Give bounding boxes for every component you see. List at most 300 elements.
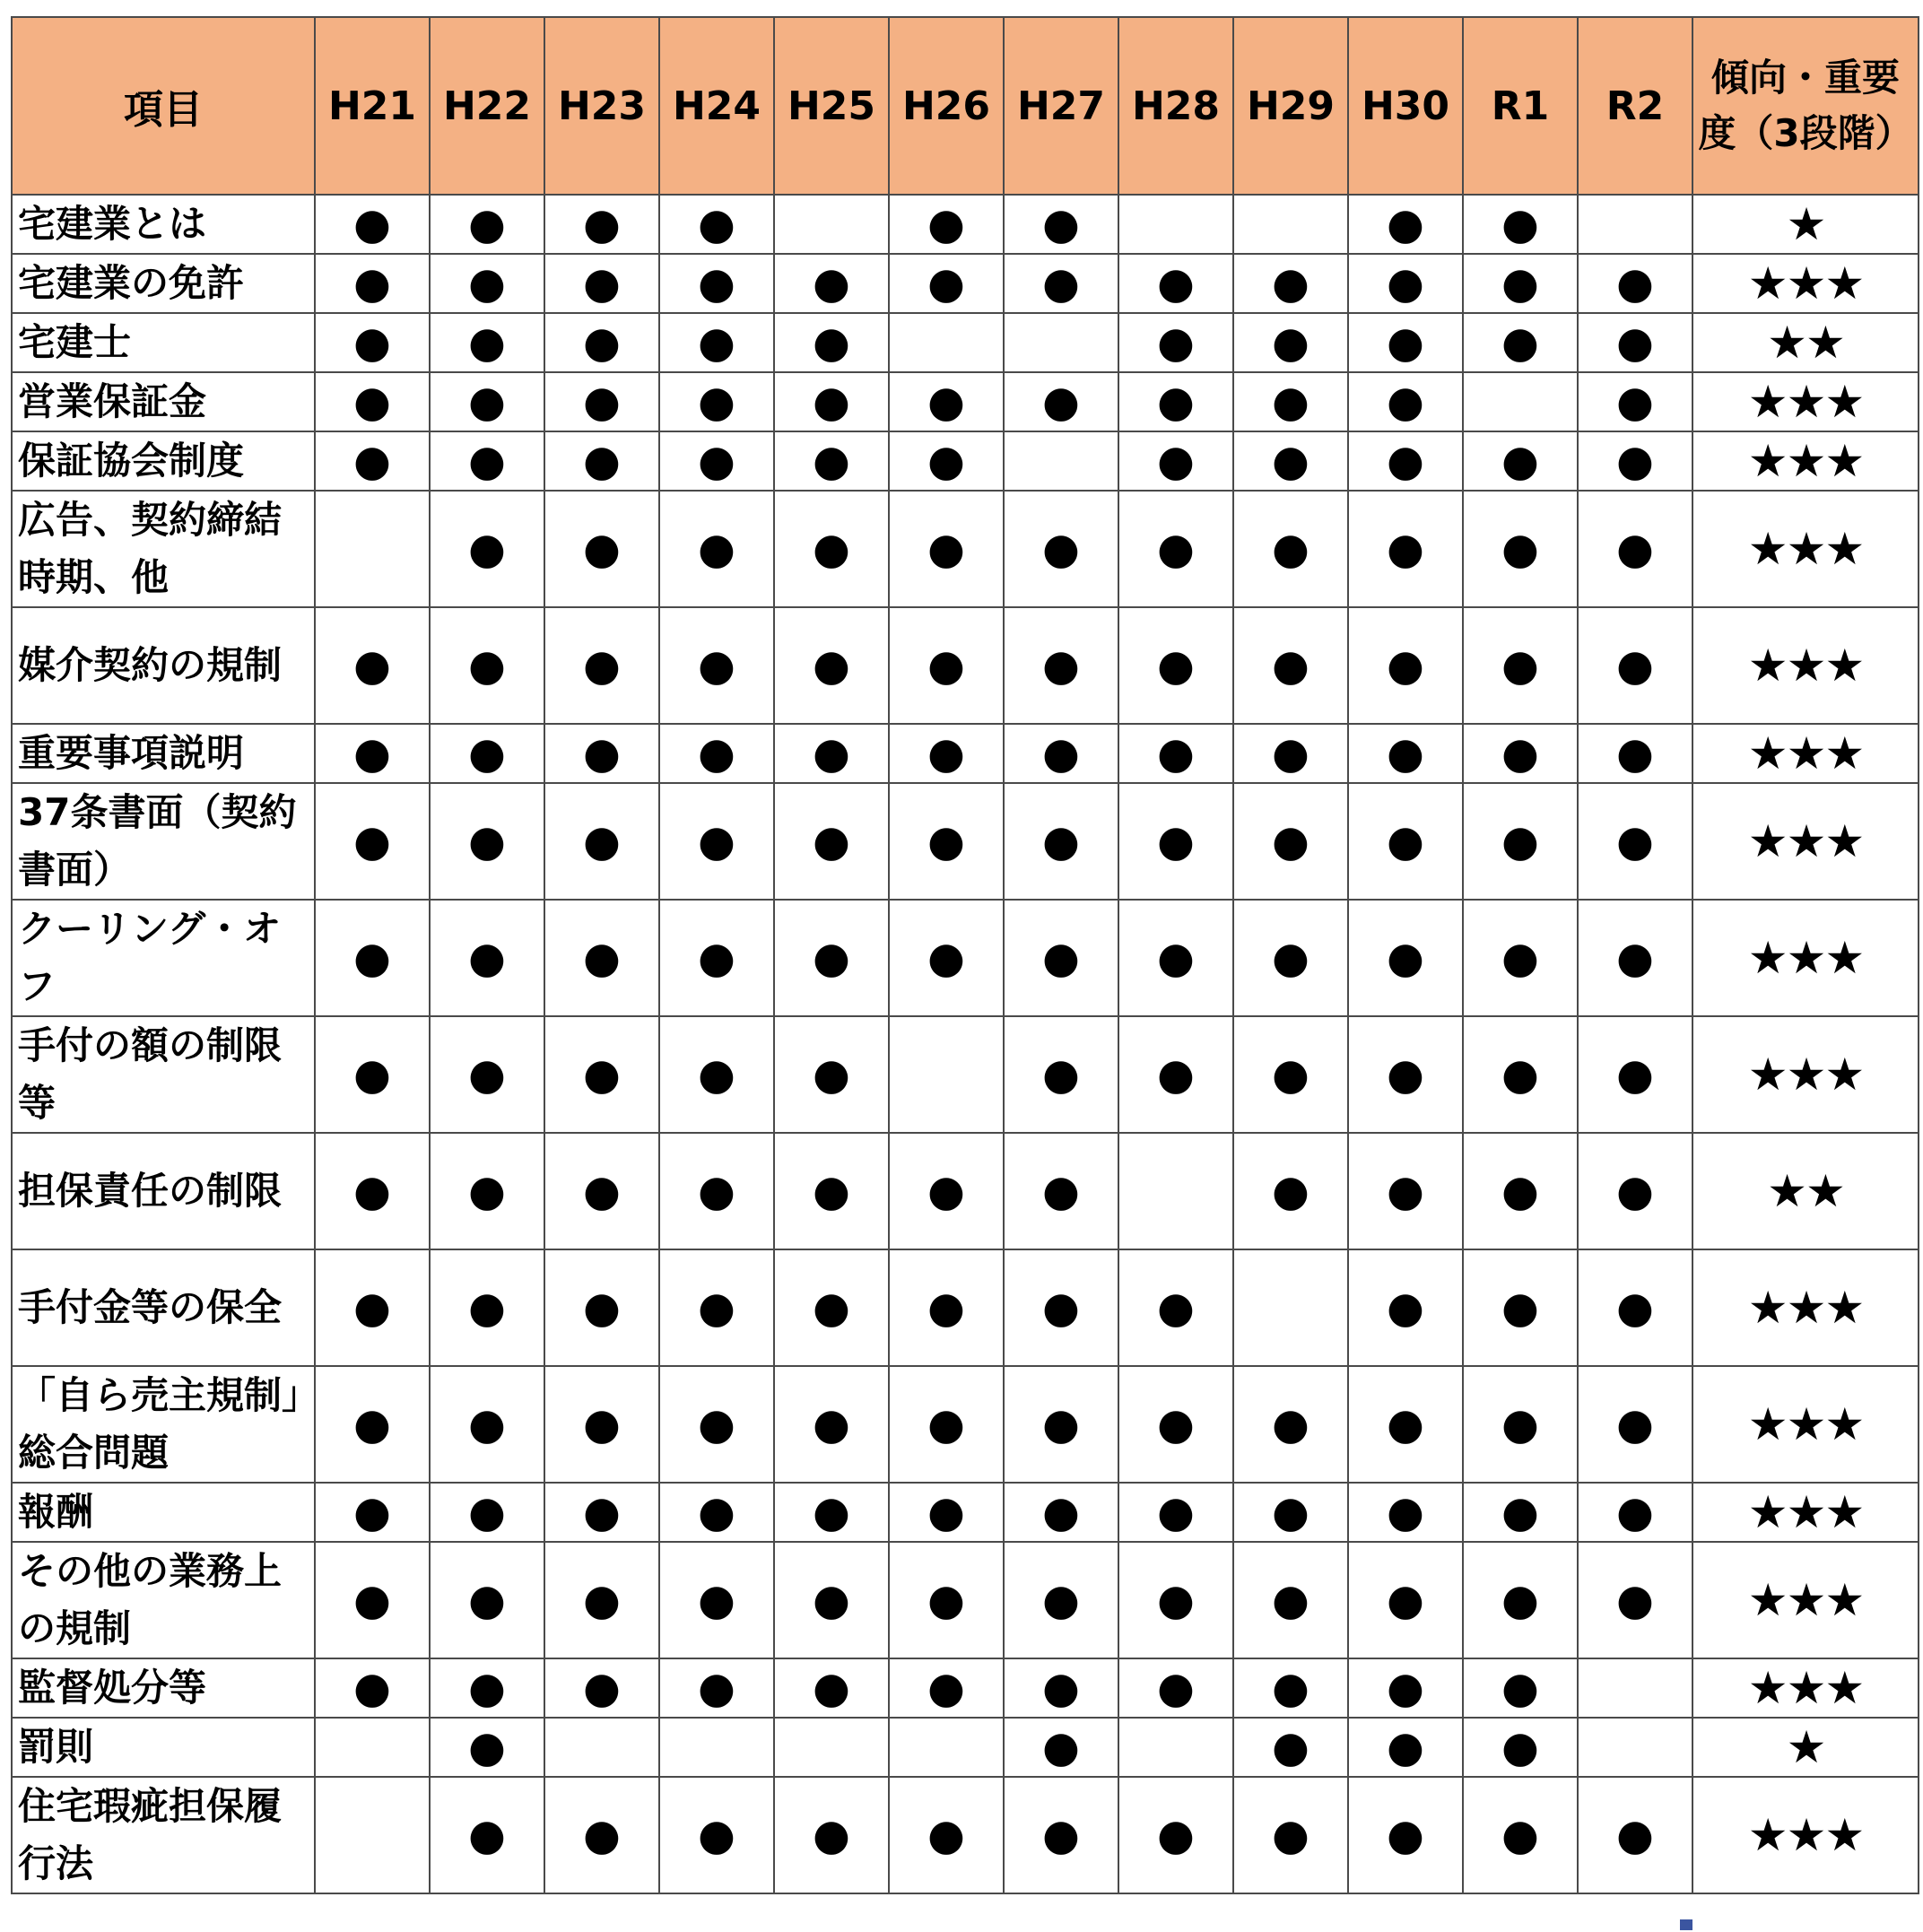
filled-circle-icon: ● (353, 258, 391, 309)
mark-cell (544, 372, 659, 431)
filled-circle-icon: ● (1387, 1049, 1424, 1100)
filled-circle-icon: ● (813, 1399, 850, 1449)
filled-circle-icon: ● (583, 377, 621, 427)
row-label: 重要事項説明 (12, 724, 315, 783)
filled-circle-icon: ● (1272, 816, 1310, 866)
filled-circle-icon: ● (813, 816, 850, 866)
mark-cell (315, 724, 430, 783)
filled-circle-icon: ● (583, 199, 621, 249)
filled-circle-icon: ● (1042, 524, 1080, 574)
exam-frequency-table (11, 16, 1919, 1894)
filled-circle-icon: ● (353, 199, 391, 249)
mark-cell (1578, 1249, 1692, 1366)
mark-cell (430, 1718, 544, 1777)
mark-cell (1578, 1658, 1692, 1718)
table-row (12, 1658, 1919, 1718)
mark-cell (1233, 1542, 1348, 1658)
mark-cell (315, 1133, 430, 1249)
filled-circle-icon: ● (698, 1283, 735, 1333)
mark-cell (1004, 1718, 1118, 1777)
filled-circle-icon: ● (1157, 1399, 1195, 1449)
filled-circle-icon: ● (698, 1663, 735, 1713)
row-label: 担保責任の制限 (12, 1133, 315, 1249)
mark-cell (1348, 783, 1463, 900)
filled-circle-icon: ● (927, 524, 965, 574)
filled-circle-icon: ● (468, 1663, 506, 1713)
filled-circle-icon: ● (1501, 1487, 1539, 1537)
mark-cell (315, 313, 430, 372)
mark-cell (1348, 724, 1463, 783)
filled-circle-icon: ● (1616, 816, 1654, 866)
header-h29: H29 (1233, 17, 1348, 195)
filled-circle-icon: ● (1616, 1166, 1654, 1216)
mark-cell (1118, 1483, 1233, 1542)
mark-cell (659, 372, 774, 431)
row-label: 保証協会制度 (12, 431, 315, 491)
filled-circle-icon: ● (698, 933, 735, 983)
mark-cell (544, 900, 659, 1016)
filled-circle-icon: ● (1272, 258, 1310, 309)
mark-cell (889, 254, 1004, 313)
mark-cell (1463, 607, 1578, 724)
mark-cell (1233, 1658, 1348, 1718)
filled-circle-icon: ● (1157, 1663, 1195, 1713)
importance-stars: ★★★ (1692, 1249, 1919, 1366)
filled-circle-icon: ● (1616, 1399, 1654, 1449)
mark-cell (1118, 491, 1233, 607)
filled-circle-icon: ● (583, 1399, 621, 1449)
mark-cell (774, 1658, 889, 1718)
filled-circle-icon: ● (583, 436, 621, 486)
filled-circle-icon: ● (1387, 933, 1424, 983)
filled-circle-icon: ● (698, 524, 735, 574)
importance-stars: ★★★ (1692, 724, 1919, 783)
filled-circle-icon: ● (1042, 1487, 1080, 1537)
mark-cell (1463, 372, 1578, 431)
mark-cell (1004, 313, 1118, 372)
filled-circle-icon: ● (1616, 1810, 1654, 1860)
mark-cell (1578, 431, 1692, 491)
mark-cell (315, 1542, 430, 1658)
table-row (12, 254, 1919, 313)
mark-cell (430, 1249, 544, 1366)
mark-cell (1348, 1777, 1463, 1893)
filled-circle-icon: ● (813, 728, 850, 779)
mark-cell (659, 195, 774, 254)
mark-cell (544, 1366, 659, 1483)
importance-stars: ★ (1692, 195, 1919, 254)
filled-circle-icon: ● (353, 1399, 391, 1449)
filled-circle-icon: ● (813, 1575, 850, 1625)
filled-circle-icon: ● (353, 1663, 391, 1713)
filled-circle-icon: ● (1042, 1049, 1080, 1100)
filled-circle-icon: ● (1042, 1575, 1080, 1625)
mark-cell (1233, 1718, 1348, 1777)
mark-cell (1233, 783, 1348, 900)
mark-cell (544, 1249, 659, 1366)
filled-circle-icon: ● (927, 728, 965, 779)
row-label: その他の業務上の規制 (12, 1542, 315, 1658)
row-label: 「自ら売主規制」総合問題 (12, 1366, 315, 1483)
filled-circle-icon: ● (1042, 1283, 1080, 1333)
mark-cell (1004, 607, 1118, 724)
mark-cell (1578, 607, 1692, 724)
mark-cell (659, 491, 774, 607)
mark-cell (889, 1133, 1004, 1249)
importance-stars: ★★★ (1692, 783, 1919, 900)
importance-stars: ★★★ (1692, 372, 1919, 431)
mark-cell (544, 1718, 659, 1777)
mark-cell (1348, 431, 1463, 491)
filled-circle-icon: ● (813, 258, 850, 309)
mark-cell (1463, 1777, 1578, 1893)
filled-circle-icon: ● (1501, 640, 1539, 691)
filled-circle-icon: ● (1042, 816, 1080, 866)
mark-cell (1463, 1133, 1578, 1249)
header-item: 項目 (12, 17, 315, 195)
filled-circle-icon: ● (468, 1722, 506, 1772)
filled-circle-icon: ● (1042, 1663, 1080, 1713)
filled-circle-icon: ● (353, 640, 391, 691)
row-label: 手付の額の制限等 (12, 1016, 315, 1133)
filled-circle-icon: ● (927, 1663, 965, 1713)
mark-cell (1578, 1483, 1692, 1542)
filled-circle-icon: ● (353, 1487, 391, 1537)
mark-cell (659, 1542, 774, 1658)
filled-circle-icon: ● (1616, 436, 1654, 486)
filled-circle-icon: ● (1272, 1663, 1310, 1713)
mark-cell (1463, 1542, 1578, 1658)
filled-circle-icon: ● (1501, 436, 1539, 486)
row-label: 監督処分等 (12, 1658, 315, 1718)
filled-circle-icon: ● (353, 816, 391, 866)
filled-circle-icon: ● (698, 258, 735, 309)
mark-cell (1578, 491, 1692, 607)
mark-cell (1348, 1658, 1463, 1718)
filled-circle-icon: ● (1501, 1049, 1539, 1100)
mark-cell (889, 900, 1004, 1016)
mark-cell (315, 491, 430, 607)
importance-stars: ★★★ (1692, 254, 1919, 313)
mark-cell (430, 1016, 544, 1133)
table-row (12, 491, 1919, 607)
row-label: 媒介契約の規制 (12, 607, 315, 724)
mark-cell (1463, 254, 1578, 313)
mark-cell (774, 783, 889, 900)
row-label: 罰則 (12, 1718, 315, 1777)
mark-cell (1348, 1542, 1463, 1658)
mark-cell (1348, 1718, 1463, 1777)
filled-circle-icon: ● (1501, 318, 1539, 368)
filled-circle-icon: ● (583, 1487, 621, 1537)
mark-cell (659, 254, 774, 313)
filled-circle-icon: ● (583, 258, 621, 309)
mark-cell (1463, 195, 1578, 254)
header-h28: H28 (1118, 17, 1233, 195)
filled-circle-icon: ● (698, 728, 735, 779)
filled-circle-icon: ● (1272, 1575, 1310, 1625)
mark-cell (544, 1016, 659, 1133)
table-row (12, 372, 1919, 431)
mark-cell (1118, 1366, 1233, 1483)
mark-cell (315, 431, 430, 491)
table-row (12, 1249, 1919, 1366)
filled-circle-icon: ● (1387, 816, 1424, 866)
mark-cell (889, 1016, 1004, 1133)
mark-cell (659, 1366, 774, 1483)
table-row (12, 1542, 1919, 1658)
importance-stars: ★★★ (1692, 1483, 1919, 1542)
mark-cell (1463, 1718, 1578, 1777)
filled-circle-icon: ● (813, 1663, 850, 1713)
filled-circle-icon: ● (1501, 816, 1539, 866)
filled-circle-icon: ● (1157, 258, 1195, 309)
mark-cell (1463, 1483, 1578, 1542)
filled-circle-icon: ● (698, 640, 735, 691)
table-row (12, 783, 1919, 900)
filled-circle-icon: ● (1616, 1283, 1654, 1333)
filled-circle-icon: ● (583, 1810, 621, 1860)
filled-circle-icon: ● (813, 318, 850, 368)
mark-cell (315, 195, 430, 254)
header-r1: R1 (1463, 17, 1578, 195)
filled-circle-icon: ● (1387, 1575, 1424, 1625)
table-row (12, 1133, 1919, 1249)
filled-circle-icon: ● (1042, 199, 1080, 249)
mark-cell (774, 195, 889, 254)
mark-cell (659, 724, 774, 783)
mark-cell (889, 1777, 1004, 1893)
filled-circle-icon: ● (1272, 436, 1310, 486)
table-row (12, 313, 1919, 372)
mark-cell (544, 1658, 659, 1718)
mark-cell (1463, 313, 1578, 372)
mark-cell (1004, 1133, 1118, 1249)
filled-circle-icon: ● (1157, 524, 1195, 574)
filled-circle-icon: ● (583, 816, 621, 866)
filled-circle-icon: ● (813, 640, 850, 691)
filled-circle-icon: ● (1272, 728, 1310, 779)
filled-circle-icon: ● (468, 728, 506, 779)
filled-circle-icon: ● (583, 1663, 621, 1713)
filled-circle-icon: ● (1616, 1049, 1654, 1100)
mark-cell (430, 607, 544, 724)
mark-cell (544, 783, 659, 900)
filled-circle-icon: ● (583, 933, 621, 983)
filled-circle-icon: ● (1501, 1663, 1539, 1713)
filled-circle-icon: ● (468, 258, 506, 309)
filled-circle-icon: ● (468, 377, 506, 427)
filled-circle-icon: ● (1272, 318, 1310, 368)
mark-cell (1578, 900, 1692, 1016)
importance-stars: ★★ (1692, 1133, 1919, 1249)
filled-circle-icon: ● (1616, 728, 1654, 779)
filled-circle-icon: ● (1616, 933, 1654, 983)
mark-cell (430, 1133, 544, 1249)
header-h27: H27 (1004, 17, 1118, 195)
mark-cell (544, 313, 659, 372)
mark-cell (774, 431, 889, 491)
mark-cell (1348, 1483, 1463, 1542)
filled-circle-icon: ● (1157, 1575, 1195, 1625)
mark-cell (774, 900, 889, 1016)
row-label: 37条書面（契約書面） (12, 783, 315, 900)
mark-cell (774, 1366, 889, 1483)
filled-circle-icon: ● (1272, 933, 1310, 983)
mark-cell (1348, 313, 1463, 372)
header-r2: R2 (1578, 17, 1692, 195)
mark-cell (544, 1483, 659, 1542)
mark-cell (1118, 724, 1233, 783)
filled-circle-icon: ● (468, 933, 506, 983)
mark-cell (659, 1718, 774, 1777)
mark-cell (1118, 1658, 1233, 1718)
mark-cell (889, 1249, 1004, 1366)
mark-cell (1578, 783, 1692, 900)
mark-cell (774, 724, 889, 783)
mark-cell (889, 431, 1004, 491)
header-row (12, 17, 1919, 195)
filled-circle-icon: ● (1387, 436, 1424, 486)
table-row (12, 195, 1919, 254)
filled-circle-icon: ● (1387, 1166, 1424, 1216)
mark-cell (430, 195, 544, 254)
filled-circle-icon: ● (813, 1283, 850, 1333)
mark-cell (1233, 1016, 1348, 1133)
mark-cell (774, 1718, 889, 1777)
table-row (12, 1483, 1919, 1542)
importance-stars: ★★★ (1692, 1542, 1919, 1658)
mark-cell (659, 431, 774, 491)
mark-cell (659, 1483, 774, 1542)
filled-circle-icon: ● (1501, 199, 1539, 249)
mark-cell (774, 254, 889, 313)
table-row (12, 1366, 1919, 1483)
mark-cell (1463, 724, 1578, 783)
mark-cell (1348, 1249, 1463, 1366)
filled-circle-icon: ● (1616, 318, 1654, 368)
mark-cell (1233, 900, 1348, 1016)
filled-circle-icon: ● (1042, 377, 1080, 427)
table-container (11, 16, 1919, 1894)
mark-cell (1233, 1133, 1348, 1249)
filled-circle-icon: ● (1272, 640, 1310, 691)
mark-cell (430, 783, 544, 900)
filled-circle-icon: ● (468, 640, 506, 691)
mark-cell (659, 607, 774, 724)
filled-circle-icon: ● (1272, 1722, 1310, 1772)
mark-cell (1118, 1542, 1233, 1658)
filled-circle-icon: ● (927, 1575, 965, 1625)
importance-stars: ★★★ (1692, 607, 1919, 724)
mark-cell (315, 1483, 430, 1542)
mark-cell (1463, 431, 1578, 491)
mark-cell (544, 195, 659, 254)
mark-cell (1463, 783, 1578, 900)
mark-cell (1348, 1016, 1463, 1133)
mark-cell (1118, 1718, 1233, 1777)
filled-circle-icon: ● (1387, 1399, 1424, 1449)
mark-cell (1233, 1777, 1348, 1893)
mark-cell (315, 372, 430, 431)
importance-stars: ★★★ (1692, 900, 1919, 1016)
mark-cell (544, 431, 659, 491)
mark-cell (1118, 607, 1233, 724)
row-label: 宅建業の免許 (12, 254, 315, 313)
mark-cell (774, 1016, 889, 1133)
importance-stars: ★★★ (1692, 491, 1919, 607)
filled-circle-icon: ● (468, 1399, 506, 1449)
importance-stars: ★★★ (1692, 1658, 1919, 1718)
filled-circle-icon: ● (353, 436, 391, 486)
mark-cell (430, 1483, 544, 1542)
filled-circle-icon: ● (1157, 436, 1195, 486)
filled-circle-icon: ● (698, 1575, 735, 1625)
filled-circle-icon: ● (1387, 318, 1424, 368)
row-label: 手付金等の保全 (12, 1249, 315, 1366)
filled-circle-icon: ● (468, 1049, 506, 1100)
table-row (12, 1777, 1919, 1893)
mark-cell (889, 313, 1004, 372)
filled-circle-icon: ● (927, 199, 965, 249)
mark-cell (1578, 724, 1692, 783)
mark-cell (1004, 372, 1118, 431)
mark-cell (1233, 1366, 1348, 1483)
mark-cell (774, 1133, 889, 1249)
mark-cell (889, 1658, 1004, 1718)
mark-cell (430, 254, 544, 313)
mark-cell (1004, 1016, 1118, 1133)
filled-circle-icon: ● (1501, 258, 1539, 309)
filled-circle-icon: ● (468, 524, 506, 574)
filled-circle-icon: ● (927, 377, 965, 427)
filled-circle-icon: ● (1042, 728, 1080, 779)
filled-circle-icon: ● (1272, 1049, 1310, 1100)
mark-cell (774, 1777, 889, 1893)
filled-circle-icon: ● (813, 377, 850, 427)
mark-cell (1578, 195, 1692, 254)
mark-cell (774, 1249, 889, 1366)
mark-cell (774, 607, 889, 724)
mark-cell (659, 1249, 774, 1366)
filled-circle-icon: ● (1157, 816, 1195, 866)
filled-circle-icon: ● (583, 1283, 621, 1333)
mark-cell (1578, 1016, 1692, 1133)
filled-circle-icon: ● (927, 1283, 965, 1333)
mark-cell (315, 900, 430, 1016)
mark-cell (659, 783, 774, 900)
mark-cell (1233, 607, 1348, 724)
filled-circle-icon: ● (1501, 1722, 1539, 1772)
mark-cell (1233, 254, 1348, 313)
mark-cell (1463, 1366, 1578, 1483)
importance-stars: ★★★ (1692, 1366, 1919, 1483)
filled-circle-icon: ● (468, 1487, 506, 1537)
mark-cell (1004, 195, 1118, 254)
importance-stars: ★★★ (1692, 431, 1919, 491)
mark-cell (889, 607, 1004, 724)
header-h21: H21 (315, 17, 430, 195)
filled-circle-icon: ● (1157, 1283, 1195, 1333)
filled-circle-icon: ● (927, 1487, 965, 1537)
filled-circle-icon: ● (353, 728, 391, 779)
filled-circle-icon: ● (583, 1166, 621, 1216)
filled-circle-icon: ● (1387, 377, 1424, 427)
mark-cell (1348, 491, 1463, 607)
mark-cell (1463, 900, 1578, 1016)
table-row (12, 724, 1919, 783)
mark-cell (1578, 1777, 1692, 1893)
